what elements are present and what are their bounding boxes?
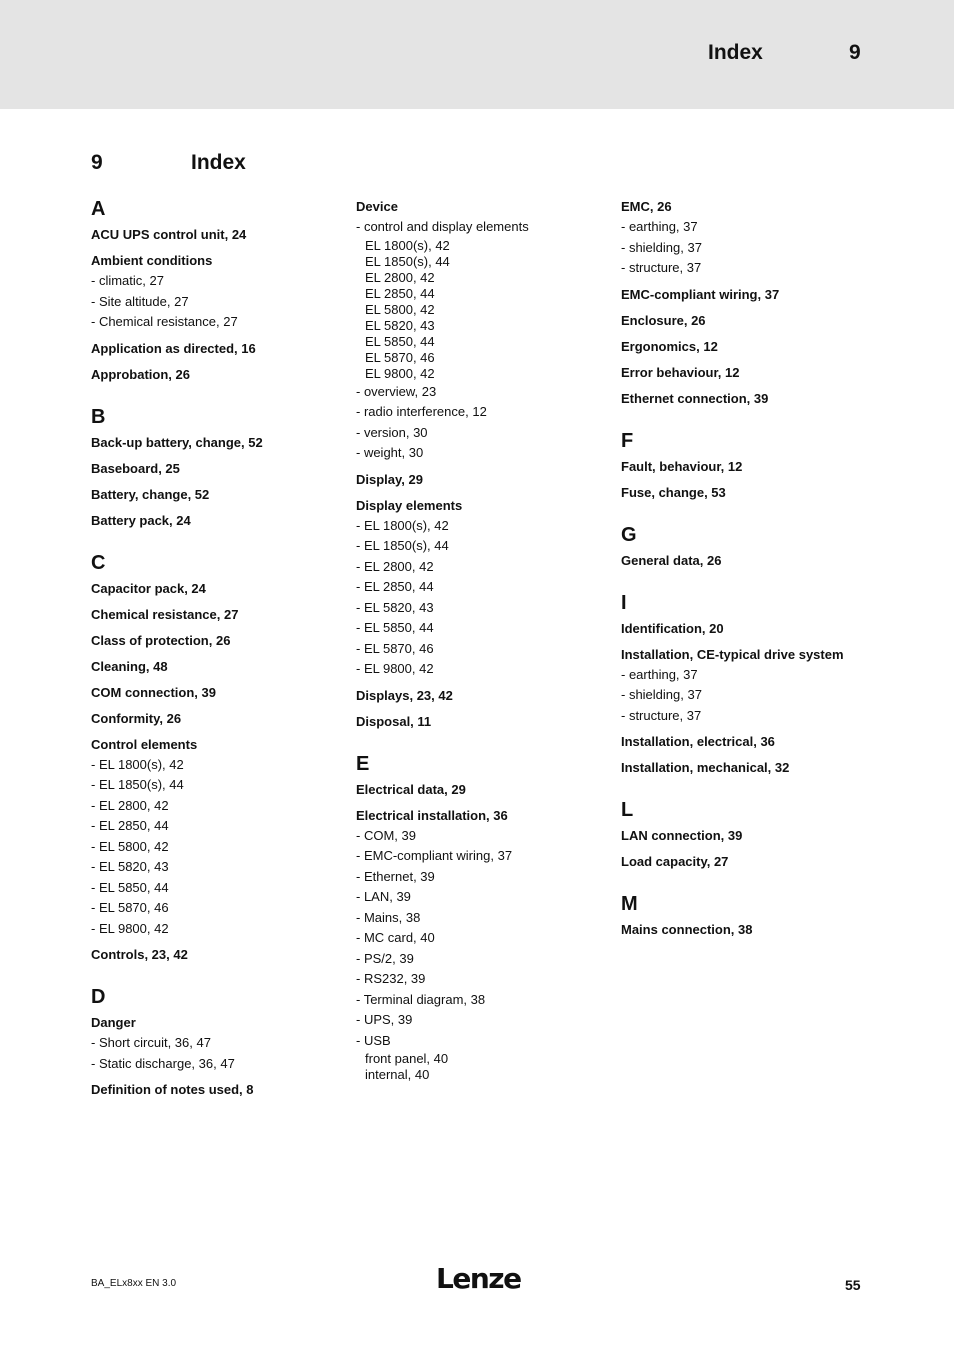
index-term: Class of protection, 26 bbox=[91, 632, 231, 648]
index-term: Installation, electrical, 36 bbox=[621, 734, 775, 749]
index-entry bbox=[356, 806, 621, 1084]
index-subentry: - EMC-compliant wiring, 37 bbox=[356, 848, 513, 863]
index-entry bbox=[356, 686, 621, 706]
index-subsubentry: front panel, 40 bbox=[365, 1051, 449, 1066]
index-entry bbox=[621, 920, 886, 940]
index-subentry: - climatic, 27 bbox=[91, 273, 164, 288]
index-subentry: - UPS, 39 bbox=[356, 1012, 413, 1027]
index-letter: I bbox=[621, 591, 627, 614]
index-term: Fuse, change, 53 bbox=[621, 484, 726, 500]
index-term: Installation, mechanical, 32 bbox=[621, 760, 790, 775]
index-entry bbox=[91, 709, 356, 729]
index-letter: G bbox=[621, 523, 637, 546]
index-term: Definition of notes used, 8 bbox=[91, 1082, 254, 1097]
index-entry bbox=[91, 225, 356, 245]
index-subentry: - structure, 37 bbox=[621, 707, 702, 723]
index-entry bbox=[621, 826, 886, 846]
index-subentry: - Short circuit, 36, 47 bbox=[91, 1035, 211, 1050]
index-term: Capacitor pack, 24 bbox=[91, 580, 206, 596]
index-term: Controls, 23, 42 bbox=[91, 947, 188, 962]
index-entry bbox=[621, 337, 886, 357]
index-subentry: - RS232, 39 bbox=[356, 971, 426, 986]
index-subentry: - EL 1800(s), 42 bbox=[91, 756, 184, 772]
index-term: Enclosure, 26 bbox=[621, 312, 706, 328]
index-subentry: - weight, 30 bbox=[356, 445, 424, 460]
chapter-number: 9 bbox=[91, 151, 103, 174]
index-entry bbox=[91, 511, 356, 531]
index-term: Approbation, 26 bbox=[91, 366, 190, 382]
index-subentry: - EL 5820, 43 bbox=[356, 599, 434, 615]
index-subentry: - shielding, 37 bbox=[621, 687, 702, 702]
index-subentry: - LAN, 39 bbox=[356, 889, 411, 904]
index-entry bbox=[621, 645, 886, 727]
index-subentry: - EL 9800, 42 bbox=[91, 920, 169, 936]
index-subentry: - EL 2800, 42 bbox=[91, 797, 169, 813]
index-letter: D bbox=[91, 986, 106, 1008]
document-code: BA_ELx8xx EN 3.0 bbox=[91, 1278, 177, 1289]
index-subentry: - Ethernet, 39 bbox=[356, 868, 435, 884]
index-entry bbox=[91, 631, 356, 651]
chapter-title: Index bbox=[191, 151, 246, 174]
index-entry bbox=[621, 619, 886, 639]
index-term: Conformity, 26 bbox=[91, 710, 182, 726]
index-entry bbox=[621, 457, 886, 477]
index-entry bbox=[356, 470, 621, 490]
index-letter: A bbox=[91, 198, 106, 220]
index-subsubentry: internal, 40 bbox=[365, 1067, 430, 1082]
index-subentry: - shielding, 37 bbox=[621, 239, 702, 255]
index-subentry: - EL 2850, 44 bbox=[356, 579, 434, 594]
index-term: Disposal, 11 bbox=[356, 713, 432, 729]
index-entry bbox=[621, 197, 886, 279]
index-subsubentry: EL 1800(s), 42 bbox=[365, 237, 450, 253]
index-column-1 bbox=[91, 197, 356, 1106]
index-term: Display, 29 bbox=[356, 471, 423, 487]
index-entry bbox=[91, 945, 356, 965]
index-term: EMC-compliant wiring, 37 bbox=[621, 286, 780, 302]
index-term: General data, 26 bbox=[621, 552, 722, 568]
index-subentry: - structure, 37 bbox=[621, 260, 702, 275]
index-subentry: - EL 1800(s), 42 bbox=[356, 517, 449, 533]
index-column-2 bbox=[356, 197, 621, 1089]
index-subentry: - Mains, 38 bbox=[356, 909, 421, 925]
index-term: Installation, CE-typical drive system bbox=[621, 646, 844, 662]
index-entry bbox=[621, 852, 886, 872]
index-entry bbox=[621, 285, 886, 305]
index-term: Display elements bbox=[356, 497, 463, 513]
index-term: Load capacity, 27 bbox=[621, 854, 729, 869]
index-term: Ethernet connection, 39 bbox=[621, 390, 769, 406]
lenze-logo: Lenze bbox=[436, 1262, 521, 1295]
index-entry bbox=[91, 485, 356, 505]
index-entry bbox=[621, 732, 886, 752]
index-term: Identification, 20 bbox=[621, 620, 724, 636]
index-entry bbox=[356, 197, 621, 464]
index-entry bbox=[621, 483, 886, 503]
index-subentry: - EL 5820, 43 bbox=[91, 859, 169, 874]
index-subsubentry: EL 5820, 43 bbox=[365, 317, 435, 333]
index-subentry: - Chemical resistance, 27 bbox=[91, 314, 238, 329]
index-term: Back-up battery, change, 52 bbox=[91, 434, 263, 450]
index-subentry: - EL 5870, 46 bbox=[356, 640, 434, 656]
index-letter: C bbox=[91, 551, 106, 574]
index-subsubentry: EL 2850, 44 bbox=[365, 285, 435, 301]
index-subentry: - EL 1850(s), 44 bbox=[356, 538, 449, 553]
index-entry bbox=[91, 251, 356, 333]
index-subentry: - PS/2, 39 bbox=[356, 950, 414, 966]
index-entry bbox=[91, 605, 356, 625]
index-letter: E bbox=[356, 752, 370, 775]
index-entry bbox=[91, 683, 356, 703]
index-subsubentry: EL 1850(s), 44 bbox=[365, 253, 450, 269]
index-term: Cleaning, 48 bbox=[91, 658, 168, 674]
index-term: Chemical resistance, 27 bbox=[91, 606, 239, 622]
index-entry bbox=[621, 311, 886, 331]
page-header bbox=[0, 0, 954, 109]
index-term: Error behaviour, 12 bbox=[621, 364, 740, 380]
index-entry bbox=[91, 657, 356, 677]
index-term: EMC, 26 bbox=[621, 199, 672, 214]
index-subentry: - Site altitude, 27 bbox=[91, 293, 189, 309]
index-term: ACU UPS control unit, 24 bbox=[91, 227, 247, 242]
index-subentry: - MC card, 40 bbox=[356, 930, 435, 945]
index-term: Electrical data, 29 bbox=[356, 781, 466, 797]
index-term: Displays, 23, 42 bbox=[356, 687, 453, 703]
index-term: Electrical installation, 36 bbox=[356, 807, 508, 823]
index-term: Device bbox=[356, 199, 398, 214]
index-subentry: - earthing, 37 bbox=[621, 219, 698, 234]
index-term: Battery, change, 52 bbox=[91, 486, 210, 502]
index-subentry: - EL 5850, 44 bbox=[91, 879, 169, 895]
index-term: Battery pack, 24 bbox=[91, 512, 191, 528]
index-term: Ambient conditions bbox=[91, 253, 213, 268]
index-term: Fault, behaviour, 12 bbox=[621, 458, 743, 474]
index-subentry: - overview, 23 bbox=[356, 383, 437, 399]
index-subentry: - Static discharge, 36, 47 bbox=[91, 1055, 235, 1071]
index-subentry: - EL 1850(s), 44 bbox=[91, 777, 184, 792]
index-term: COM connection, 39 bbox=[91, 684, 216, 700]
index-entry bbox=[91, 735, 356, 940]
index-entry bbox=[356, 712, 621, 732]
index-subentry: - COM, 39 bbox=[356, 827, 416, 843]
index-entry bbox=[621, 758, 886, 778]
index-subentry: - earthing, 37 bbox=[621, 666, 698, 682]
index-term: Application as directed, 16 bbox=[91, 340, 256, 356]
index-subsubentry: EL 5850, 44 bbox=[365, 333, 435, 349]
index-entry bbox=[91, 459, 356, 479]
index-term: Control elements bbox=[91, 736, 198, 752]
index-subentry: - EL 2850, 44 bbox=[91, 818, 169, 833]
index-term: Danger bbox=[91, 1015, 136, 1030]
index-term: LAN connection, 39 bbox=[621, 828, 743, 843]
index-entry bbox=[91, 433, 356, 453]
index-subentry: - control and display elements bbox=[356, 219, 529, 234]
index-entry bbox=[621, 363, 886, 383]
index-subentry: - EL 9800, 42 bbox=[356, 661, 434, 676]
index-subsubentry: EL 5870, 46 bbox=[365, 349, 435, 365]
index-subentry: - USB bbox=[356, 1032, 391, 1048]
index-subentry: - Terminal diagram, 38 bbox=[356, 991, 486, 1007]
index-entry bbox=[621, 389, 886, 409]
index-subentry: - EL 5850, 44 bbox=[356, 620, 434, 635]
index-entry bbox=[91, 365, 356, 385]
index-subsubentry: EL 9800, 42 bbox=[365, 365, 435, 381]
index-subentry: - EL 5800, 42 bbox=[91, 838, 169, 854]
index-letter: M bbox=[621, 893, 638, 915]
index-subentry: - version, 30 bbox=[356, 424, 428, 440]
index-entry bbox=[356, 496, 621, 680]
index-entry bbox=[91, 1013, 356, 1074]
index-subentry: - EL 5870, 46 bbox=[91, 900, 169, 915]
index-entry bbox=[91, 579, 356, 599]
index-entry bbox=[356, 780, 621, 800]
index-entry bbox=[91, 339, 356, 359]
index-term: Baseboard, 25 bbox=[91, 460, 180, 476]
index-term: Ergonomics, 12 bbox=[621, 338, 718, 354]
header-chapter-number: 9 bbox=[849, 41, 861, 64]
index-entry bbox=[621, 551, 886, 571]
index-letter: L bbox=[621, 799, 634, 821]
index-letter: B bbox=[91, 405, 106, 428]
index-subsubentry: EL 5800, 42 bbox=[365, 301, 435, 317]
index-subentry: - radio interference, 12 bbox=[356, 404, 487, 419]
index-subsubentry: EL 2800, 42 bbox=[365, 269, 435, 285]
index-term: Mains connection, 38 bbox=[621, 922, 753, 937]
page-number: 55 bbox=[845, 1277, 861, 1293]
index-subentry: - EL 2800, 42 bbox=[356, 558, 434, 574]
index-column-3 bbox=[621, 197, 886, 946]
index-entry bbox=[91, 1080, 356, 1100]
index-letter: F bbox=[621, 429, 634, 452]
header-title: Index bbox=[708, 41, 763, 64]
